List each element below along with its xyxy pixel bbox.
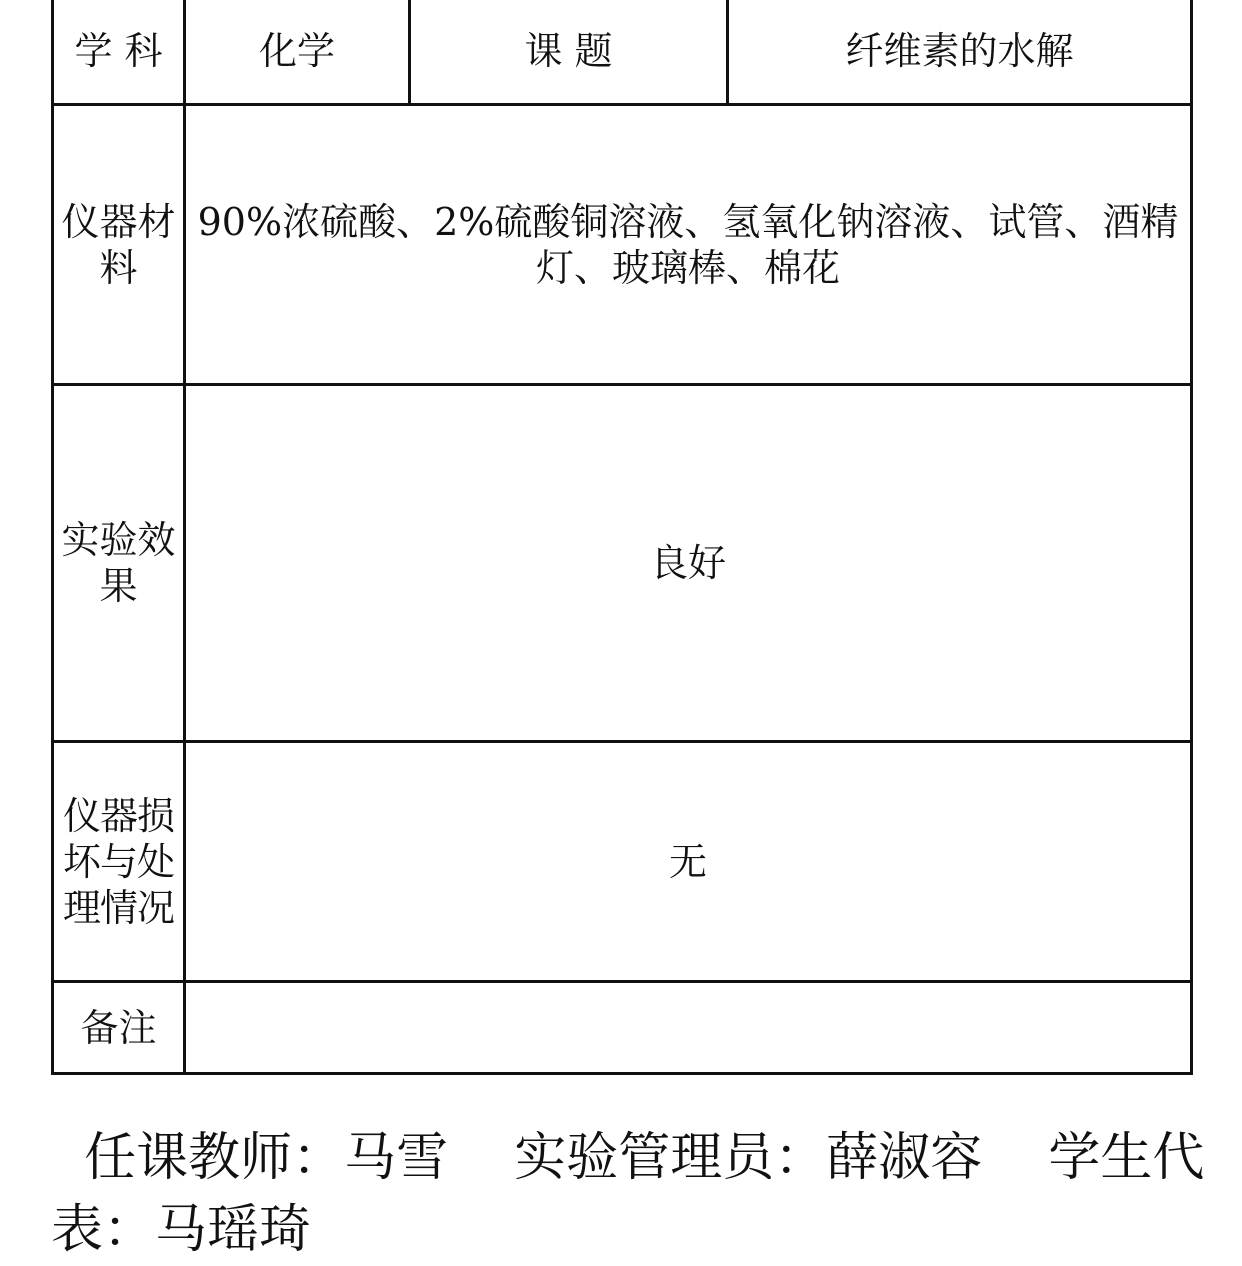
table-row xyxy=(53,385,1192,742)
admin-name: 薛淑容 xyxy=(826,1128,983,1188)
teacher-name: 马雪 xyxy=(344,1128,449,1188)
teacher-label: 任课教师： xyxy=(84,1128,345,1188)
student-name: 马瑶琦 xyxy=(155,1200,312,1260)
signature-line xyxy=(51,1122,1242,1266)
indent xyxy=(51,1128,84,1188)
table-row xyxy=(53,0,1192,105)
subject-value: 化学 xyxy=(185,0,410,105)
topic-label: 课 题 xyxy=(410,0,728,105)
spacer xyxy=(448,1128,514,1188)
table-row xyxy=(53,742,1192,982)
experiment-record-table xyxy=(51,0,1193,1075)
spacer xyxy=(982,1128,1048,1188)
table-row xyxy=(53,105,1192,385)
remarks-value xyxy=(185,982,1192,1074)
effect-label: 实验效果 xyxy=(53,385,185,742)
materials-label: 仪器材料 xyxy=(53,105,185,385)
admin-label: 实验管理员： xyxy=(514,1128,827,1188)
table-row xyxy=(53,982,1192,1074)
subject-label: 学 科 xyxy=(53,0,185,105)
damage-label: 仪器损坏与处理情况 xyxy=(53,742,185,982)
damage-value: 无 xyxy=(185,742,1192,982)
student-label: 学生代表： xyxy=(51,1128,1205,1260)
effect-value: 良好 xyxy=(185,385,1192,742)
remarks-label: 备注 xyxy=(53,982,185,1074)
materials-value: 90%浓硫酸、2%硫酸铜溶液、氢氧化钠溶液、试管、酒精灯、玻璃棒、棉花 xyxy=(185,105,1192,385)
topic-value: 纤维素的水解 xyxy=(728,0,1192,105)
